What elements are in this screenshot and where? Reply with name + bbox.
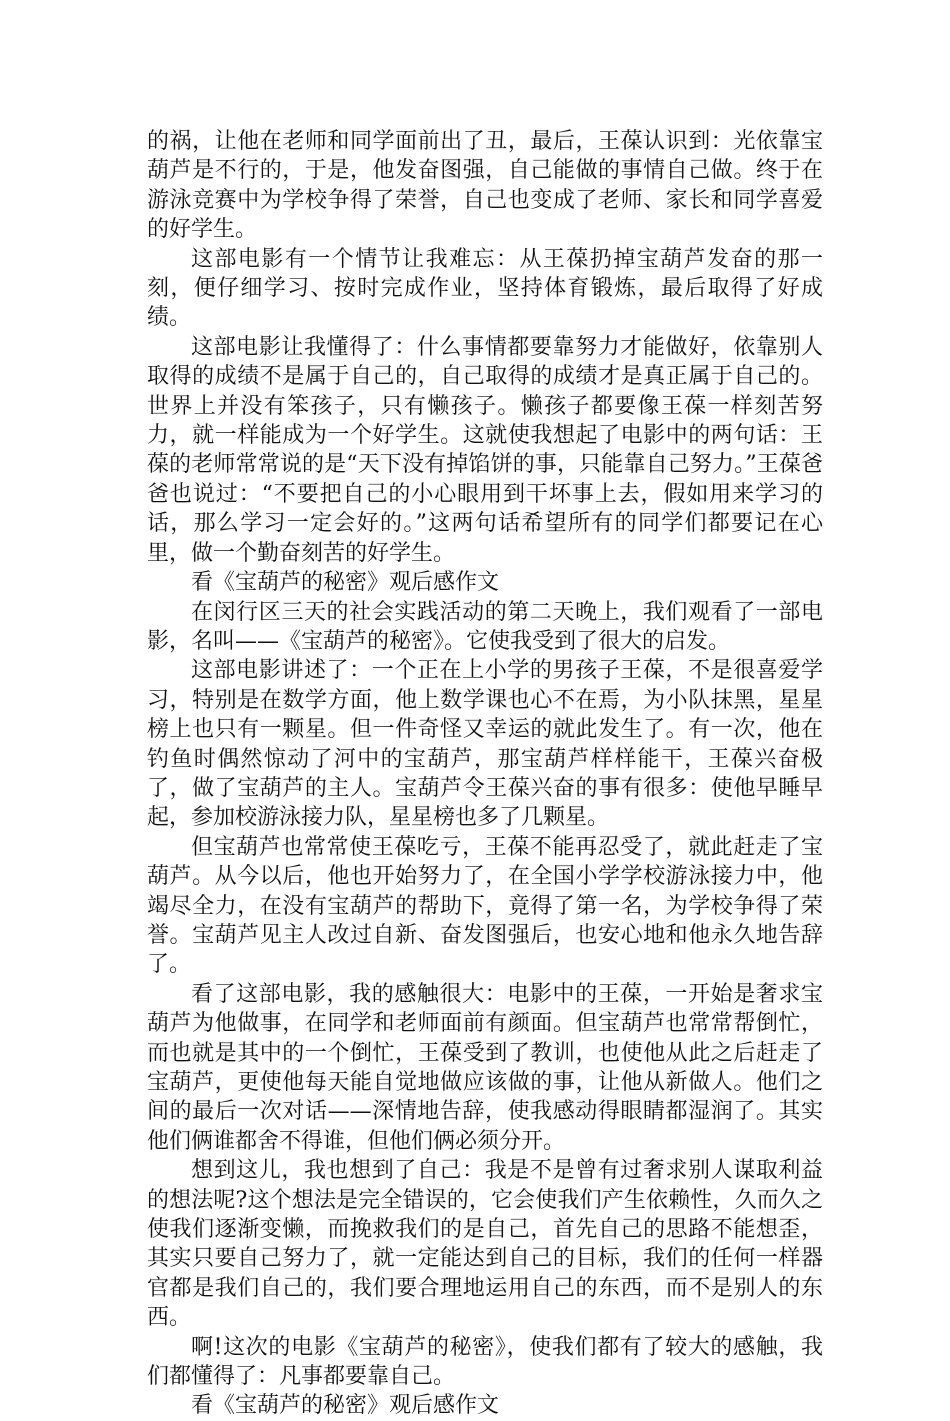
paragraph-7: 看了这部电影，我的感触很大：电影中的王葆，一开始是奢求宝葫芦为他做事，在同学和老师面前有颜面。但宝葫芦也常常帮倒忙，而也就是其中的一个倒忙，王葆受到了教训，也使他从此之后赶走了宝葫芦，更使他每天能自觉地做应该做的事，让他从新做人。他们之间的最后一次对话——深情地告辞，使我感动得眼睛都湿润了。其实他们俩谁都舍不得谁，但他们俩必须分开。 — [147, 981, 823, 1154]
paragraph-1: 的祸，让他在老师和同学面前出了丑，最后，王葆认识到：光依靠宝葫芦是不行的，于是，他发奋图强，自己能做的事情自己做。终于在游泳竞赛中为学校争得了荣誉，自己也变成了老师、家长和同学喜爱的好学生。 — [147, 129, 823, 243]
paragraph-2: 这部电影有一个情节让我难忘：从王葆扔掉宝葫芦发奋的那一刻，便仔细学习、按时完成作业，坚持体育锻炼，最后取得了好成绩。 — [147, 246, 823, 331]
paragraph-6: 但宝葫芦也常常使王葆吃亏，王葆不能再忍受了，就此赶走了宝葫芦。从今以后，他也开始努力了，在全国小学学校游泳接力中，他竭尽全力，在没有宝葫芦的帮助下，竟得了第一名，为学校争得了荣誉。宝葫芦见主人改过自新、奋发图强后，也安心地和他永久地告辞了。 — [147, 834, 823, 978]
paragraph-5: 这部电影讲述了：一个正在上小学的男孩子王葆，不是很喜爱学习，特别是在数学方面，他上数学课也心不在焉，为小队抹黑，星星榜上也只有一颗星。但一件奇怪又幸运的就此发生了。有一次，他在钓鱼时偶然惊动了河中的宝葫芦，那宝葫芦样样能干，王葆兴奋极了，做了宝葫芦的主人。宝葫芦令王葆兴奋的事有很多：使他早睡早起，参加校游泳接力队，星星榜也多了几颗星。 — [147, 658, 823, 831]
paragraph-3: 这部电影让我懂得了：什么事情都要靠努力才能做好，依靠别人取得的成绩不是属于自己的，自己取得的成绩才是真正属于自己的。世界上并没有笨孩子，只有懒孩子。懒孩子都要像王葆一样刻苦努力，就一样能成为一个好学生。这就使我想起了电影中的两句话：王葆的老师常常说的是“天下没有掉馅饼的事，只能靠自己努力。”王葆爸爸也说过：“不要把自己的小心眼用到干坏事上去，假如用来学习的话，那么学习一定会好的。”这两句话希望所有的同学们都要记在心里，做一个勤奋刻苦的好学生。 — [147, 334, 823, 566]
section-heading-1: 看《宝葫芦的秘密》观后感作文 — [191, 570, 500, 596]
paragraph-9: 啊!这次的电影《宝葫芦的秘密》，使我们都有了较大的感触，我们都懂得了：凡事都要靠自己。 — [147, 1334, 823, 1390]
section-heading-2: 看《宝葫芦的秘密》观后感作文 — [191, 1393, 500, 1419]
paragraph-8: 想到这儿，我也想到了自己：我是不是曾有过奢求别人谋取利益的想法呢?这个想法是完全错误的，它会使我们产生依赖性，久而久之使我们逐渐变懒，而挽救我们的是自己，首先自己的思路不能想歪，其实只要自己努力了，就一定能达到自己的目标，我们的任何一样器官都是我们自己的，我们要合理地运用自己的东西，而不是别人的东西。 — [147, 1158, 823, 1331]
paragraph-4: 在闵行区三天的社会实践活动的第二天晚上，我们观看了一部电影，名叫——《宝葫芦的秘密》。它使我受到了很大的启发。 — [147, 599, 823, 654]
document-body — [147, 127, 823, 1421]
